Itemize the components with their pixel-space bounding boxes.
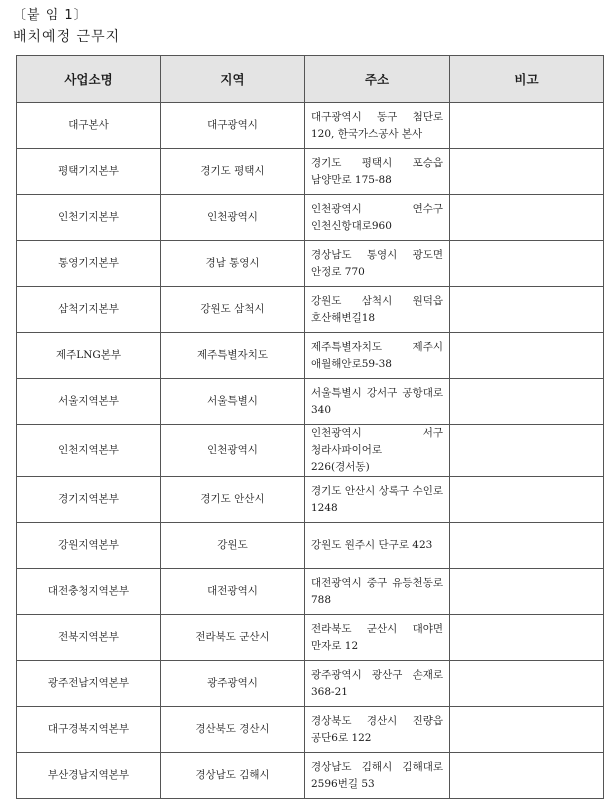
header-office: 사업소명 bbox=[17, 56, 161, 103]
office-cell: 인천기지본부 bbox=[17, 195, 161, 241]
table-row bbox=[17, 103, 604, 149]
office-cell: 평택기지본부 bbox=[17, 149, 161, 195]
note-cell bbox=[450, 241, 604, 287]
region-cell: 경산북도 경산시 bbox=[161, 707, 305, 753]
office-cell: 통영기지본부 bbox=[17, 241, 161, 287]
region-cell: 경상남도 김해시 bbox=[161, 753, 305, 799]
office-cell: 강원지역본부 bbox=[17, 523, 161, 569]
office-cell: 대전충청지역본부 bbox=[17, 569, 161, 615]
office-cell: 전북지역본부 bbox=[17, 615, 161, 661]
office-cell: 대구경북지역본부 bbox=[17, 707, 161, 753]
table-header-row bbox=[17, 56, 604, 103]
address-cell: 경상북도 경산시 진량읍 공단6로 122 bbox=[305, 707, 450, 753]
region-cell: 대구광역시 bbox=[161, 103, 305, 149]
table-row bbox=[17, 707, 604, 753]
table-row bbox=[17, 287, 604, 333]
office-cell: 서울지역본부 bbox=[17, 379, 161, 425]
note-cell bbox=[450, 615, 604, 661]
address-cell: 경상남도 김해시 김해대로 2596번길 53 bbox=[305, 753, 450, 799]
region-cell: 제주특별자치도 bbox=[161, 333, 305, 379]
header-note: 비고 bbox=[450, 56, 604, 103]
table-row bbox=[17, 241, 604, 287]
address-cell: 제주특별자치도 제주시 애월해안로59-38 bbox=[305, 333, 450, 379]
note-cell bbox=[450, 195, 604, 241]
region-cell: 경남 통영시 bbox=[161, 241, 305, 287]
note-cell bbox=[450, 523, 604, 569]
table-row bbox=[17, 195, 604, 241]
table-row bbox=[17, 569, 604, 615]
address-cell: 강원도 원주시 단구로 423 bbox=[305, 523, 450, 569]
address-cell: 경기도 안산시 상록구 수인로 1248 bbox=[305, 477, 450, 523]
note-cell bbox=[450, 425, 604, 477]
office-cell: 광주전남지역본부 bbox=[17, 661, 161, 707]
note-cell bbox=[450, 287, 604, 333]
region-cell: 서울특별시 bbox=[161, 379, 305, 425]
table-row bbox=[17, 425, 604, 477]
office-cell: 부산경남지역본부 bbox=[17, 753, 161, 799]
office-cell: 경기지역본부 bbox=[17, 477, 161, 523]
header-region: 지역 bbox=[161, 56, 305, 103]
note-cell bbox=[450, 753, 604, 799]
note-cell bbox=[450, 333, 604, 379]
header-address: 주소 bbox=[305, 56, 450, 103]
office-cell: 인천지역본부 bbox=[17, 425, 161, 477]
table-row bbox=[17, 615, 604, 661]
note-cell bbox=[450, 661, 604, 707]
region-cell: 대전광역시 bbox=[161, 569, 305, 615]
address-cell: 인천광역시 연수구 인천신항대로960 bbox=[305, 195, 450, 241]
region-cell: 경기도 안산시 bbox=[161, 477, 305, 523]
address-cell: 대전광역시 중구 유등천동로 788 bbox=[305, 569, 450, 615]
region-cell: 강원도 bbox=[161, 523, 305, 569]
attachment-label: 〔붙 임 1〕 bbox=[13, 8, 88, 23]
region-cell: 전라북도 군산시 bbox=[161, 615, 305, 661]
table-row bbox=[17, 477, 604, 523]
office-cell: 제주LNG본부 bbox=[17, 333, 161, 379]
work-site-table bbox=[16, 55, 604, 799]
table-row bbox=[17, 753, 604, 799]
address-cell: 경상남도 통영시 광도면 안정로 770 bbox=[305, 241, 450, 287]
office-cell: 삼척기지본부 bbox=[17, 287, 161, 333]
region-cell: 경기도 평택시 bbox=[161, 149, 305, 195]
address-cell: 대구광역시 동구 첨단로 120, 한국가스공사 본사 bbox=[305, 103, 450, 149]
note-cell bbox=[450, 477, 604, 523]
note-cell bbox=[450, 149, 604, 195]
table-row bbox=[17, 149, 604, 195]
note-cell bbox=[450, 103, 604, 149]
table-row bbox=[17, 379, 604, 425]
note-cell bbox=[450, 569, 604, 615]
document-heading: 배치예정 근무지 bbox=[13, 29, 121, 45]
region-cell: 인천광역시 bbox=[161, 195, 305, 241]
office-cell: 대구본사 bbox=[17, 103, 161, 149]
table-row bbox=[17, 523, 604, 569]
address-cell: 광주광역시 광산구 손재로 368-21 bbox=[305, 661, 450, 707]
address-cell: 인천광역시 서구 청라사파이어로 226(경서동) bbox=[305, 425, 450, 477]
region-cell: 강원도 삼척시 bbox=[161, 287, 305, 333]
table-row bbox=[17, 661, 604, 707]
address-cell: 서울특별시 강서구 공항대로 340 bbox=[305, 379, 450, 425]
table-row bbox=[17, 333, 604, 379]
address-cell: 강원도 삼척시 원덕읍 호산해변길18 bbox=[305, 287, 450, 333]
address-cell: 전라북도 군산시 대야면 만자로 12 bbox=[305, 615, 450, 661]
address-cell: 경기도 평택시 포승읍 남양만로 175-88 bbox=[305, 149, 450, 195]
region-cell: 광주광역시 bbox=[161, 661, 305, 707]
region-cell: 인천광역시 bbox=[161, 425, 305, 477]
note-cell bbox=[450, 379, 604, 425]
note-cell bbox=[450, 707, 604, 753]
